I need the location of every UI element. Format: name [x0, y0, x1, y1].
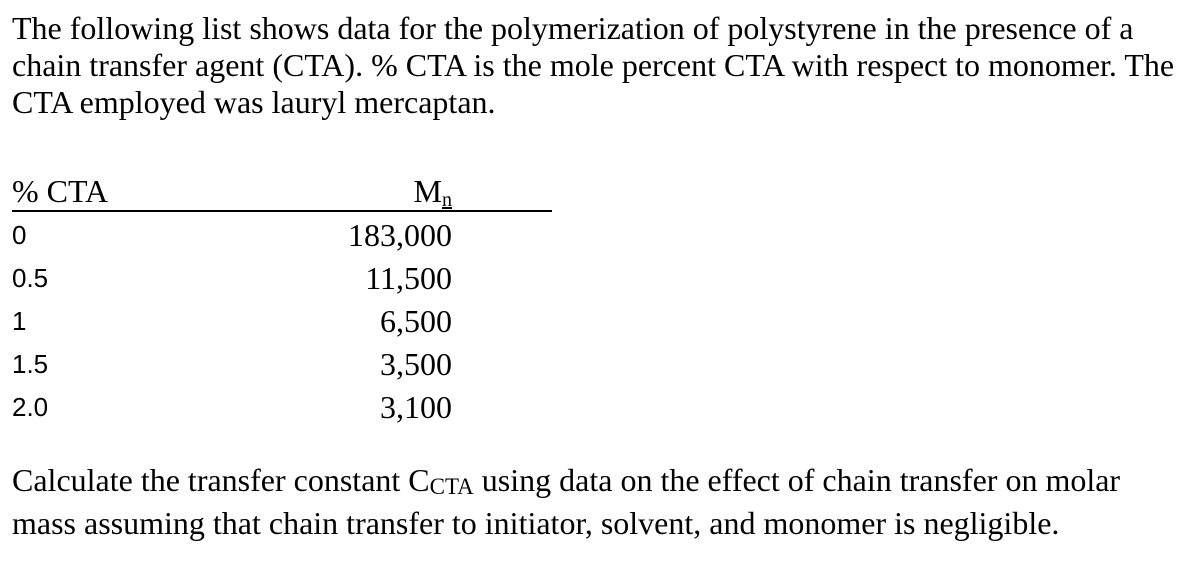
table-row [12, 300, 552, 343]
header-cta: % CTA [12, 173, 109, 209]
question-text-before: Calculate the transfer constant C [12, 462, 430, 498]
cell-cta: 2.0 [12, 392, 49, 422]
table-row [12, 343, 552, 386]
question-subscript: CTA [429, 474, 474, 499]
table-body [12, 214, 552, 429]
cell-mn: 183,000 [348, 217, 452, 253]
cell-cta: 0.5 [12, 263, 49, 293]
cell-mn: 3,500 [380, 346, 452, 382]
header-mn [414, 172, 452, 219]
question-text-after: using data on the effect of chain transfer on molar mass assuming that chain transfer to initiator, solvent, and monomer is negligible. [12, 462, 1121, 541]
cell-cta: 1 [12, 306, 27, 336]
cell-mn: 6,500 [380, 303, 452, 339]
header-mn-sub: n [442, 189, 452, 211]
question-paragraph [12, 462, 1177, 542]
table-row [12, 386, 552, 429]
header-mn-main: M [413, 173, 442, 209]
cell-mn: 3,100 [380, 389, 452, 425]
cell-cta: 1.5 [12, 349, 49, 379]
table-row [12, 214, 552, 257]
intro-paragraph: The following list shows data for the polymerization of polystyrene in the presence of a chain transfer agent (CTA). % CTA is the mole percent CTA with respect to monomer. The CTA employed was lauryl mercaptan. [12, 10, 1175, 120]
cell-mn: 11,500 [365, 260, 452, 296]
table-header [12, 172, 552, 212]
table-row [12, 257, 552, 300]
data-table [12, 172, 552, 429]
cell-cta: 0 [12, 220, 27, 250]
